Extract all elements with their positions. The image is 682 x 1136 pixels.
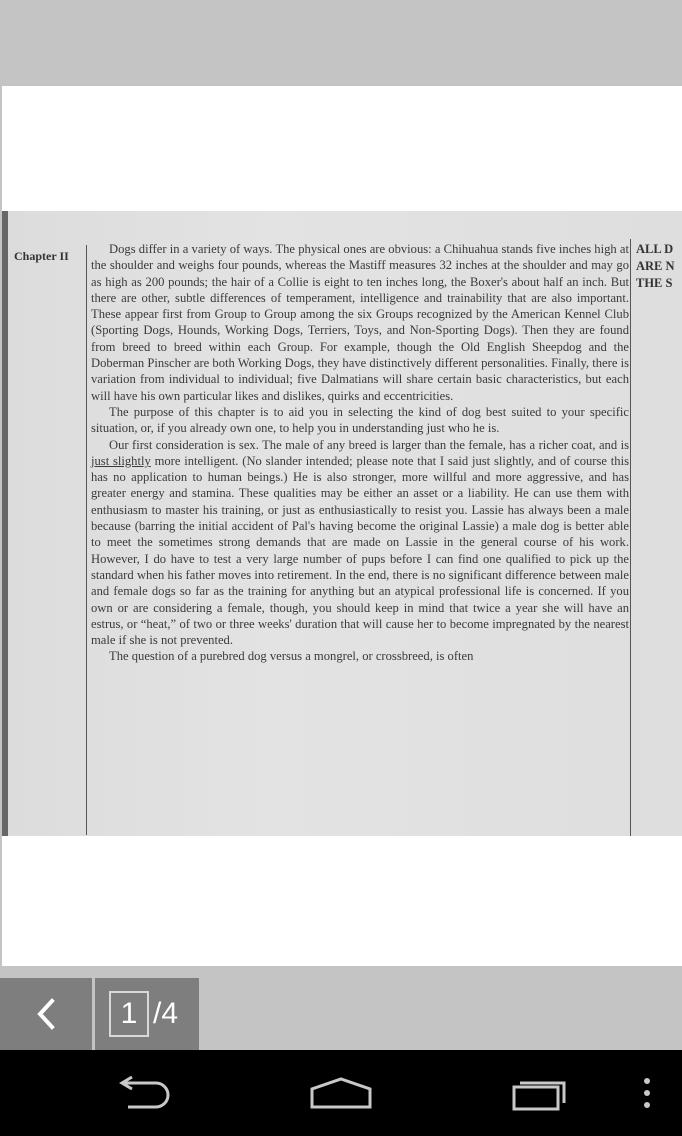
paragraph: Our first consideration is sex. The male of any breed is larger than the female, has a richer coat, and is just slightly more intelligent. (No slander intended; please note that I said just slightly, and of course this has no application to human beings.) He is also stronger, more willful and more aggressive, and has greater energy and stamina. These qualities may be either an asset or a liability. He can use them with enthusiasm to master his training, or just as enthusiastically to resist you. Lassie has always been a male because (barring the initial accident of Pal's having become the original Lassie) a male dog is better able to meet the sometimes strong demands that are made on Lassie in the general course of his work. However, I do have to test a very large number of pups before I can find one qualified to pick up the standard when his father moves into retirement. In the end, there is no significant difference between male and female dogs so far as the training for anything but an atypical professional life is concerned. If you own or are considering a female, though, you should keep in mind that twice a year she will have an estrus, or “heat,” of two or three weeks' duration that will cause her to become impregnated by the nearest male if she is not prevented. xyxy=(91,437,629,648)
home-icon xyxy=(306,1075,376,1111)
side-headings xyxy=(636,241,675,292)
top-bar xyxy=(0,0,682,86)
current-page-number[interactable]: 1 xyxy=(109,991,149,1037)
page-indicator xyxy=(95,978,199,1050)
chapter-label: Chapter II xyxy=(14,249,69,263)
side-heading: ARE N xyxy=(636,259,675,273)
system-navigation-bar xyxy=(0,1050,682,1136)
paragraph: The purpose of this chapter is to aid you in selecting the kind of dog best suited to your specific situation, or, if you already own one, to help you in understanding just who he is. xyxy=(91,404,629,436)
page-edge-shadow xyxy=(2,211,8,836)
overflow-menu-icon xyxy=(642,1076,652,1110)
pager-bar xyxy=(0,966,682,1050)
total-pages: /4 xyxy=(153,997,179,1030)
chevron-left-icon xyxy=(34,997,58,1031)
scanned-page-image xyxy=(2,211,682,836)
paragraph: Dogs differ in a variety of ways. The physical ones are obvious: a Chihuahua stands five inches high at the shoulder and weighs four pounds, whereas the Mastiff measures 32 inches at the shoulder and may go as high as 200 pounds; the hair of a Collie is eight to ten inches long, the Boxer's about half an inch. But there are other, subtle differences of temperament, intelligence and trainability that are also important. These appear first from Group to Group among the six Groups recognized by the American Kennel Club (Sporting Dogs, Hounds, Working Dogs, Terriers, Toys, and Non-Sporting Dogs). Then they are found from breed to breed within each Group. For example, though the Old English Sheepdog and the Doberman Pinscher are both Working Dogs, they have distinctively different personalities. Finally, there is variation from individual to individual; five Dalmatians will share certain basic characteristics, but each will have his own particular likes and dislikes, quirks and eccentricities. xyxy=(91,242,629,403)
side-heading: THE S xyxy=(636,276,673,290)
paragraph: The question of a purebred dog versus a mongrel, or crossbreed, is often xyxy=(109,649,474,664)
margin-rule-right xyxy=(630,239,631,836)
body-text xyxy=(91,241,629,665)
nav-menu-button[interactable] xyxy=(632,1070,662,1116)
nav-back-button[interactable] xyxy=(104,1070,180,1116)
side-heading: ALL D xyxy=(636,242,674,256)
back-arrow-icon xyxy=(110,1075,174,1111)
nav-home-button[interactable] xyxy=(300,1070,382,1116)
margin-rule-left xyxy=(86,245,87,835)
underlined-phrase: just slightly xyxy=(91,453,151,468)
document-page[interactable] xyxy=(2,86,682,966)
nav-recents-button[interactable] xyxy=(500,1070,580,1116)
recent-apps-icon xyxy=(508,1075,572,1111)
previous-page-button[interactable] xyxy=(0,978,92,1050)
